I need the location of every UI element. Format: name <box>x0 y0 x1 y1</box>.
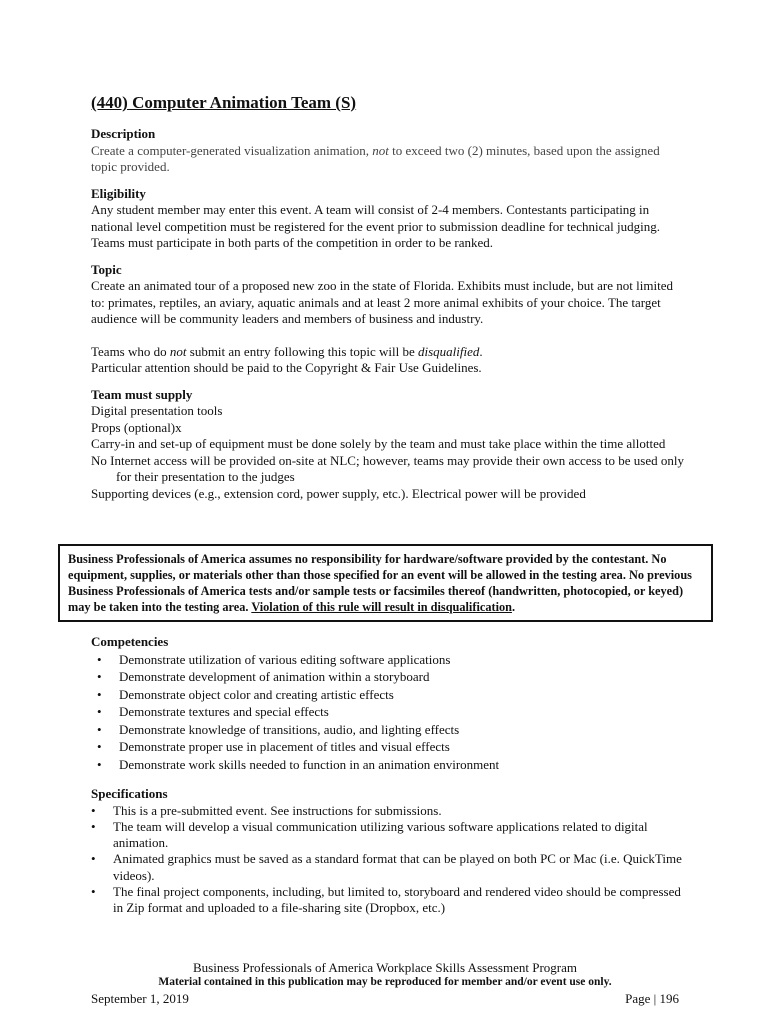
footer-date: September 1, 2019 <box>91 991 189 1006</box>
page-title: (440) Computer Animation Team (S) <box>91 93 357 112</box>
competencies-heading: Competencies <box>91 634 169 649</box>
description-text <box>91 143 687 176</box>
disclaimer-end: . <box>511 600 516 614</box>
lower-content <box>91 633 687 927</box>
supply-item: No Internet access will be provided on-site at NLC; however, teams may provide their own access to be used only for their presentation to the judges <box>91 452 684 484</box>
spacer <box>91 328 687 344</box>
disclaimer-box <box>58 544 713 622</box>
competencies-list <box>91 651 687 774</box>
topic-warning <box>91 344 687 361</box>
specifications-heading: Specifications <box>91 786 168 801</box>
list-item: • Animated graphics must be saved as a standard format that can be played on both PC or Mac (i.e. QuickTime videos). <box>91 851 687 884</box>
list-item: • Demonstrate proper use in placement of titles and visual effects <box>91 738 687 756</box>
description-emphasis: not <box>372 142 389 158</box>
competencies-section <box>91 633 687 773</box>
specifications-list <box>91 803 687 917</box>
list-item: • Demonstrate textures and special effects <box>91 703 687 721</box>
copyright-note: Particular attention should be paid to the Copyright & Fair Use Guidelines. <box>91 360 482 375</box>
list-item: • Demonstrate object color and creating artistic effects <box>91 686 687 704</box>
description-text-start: Create a computer-generated visualization animation, <box>91 142 373 158</box>
list-item: • The final project components, including, but limited to, storyboard and rendered video should be compressed in Zip format and uploaded to a file-sharing site (Dropbox, etc.) <box>91 884 687 917</box>
list-item: • The team will develop a visual communication utilizing various software applications related to digital animation. <box>91 819 687 852</box>
warning-not: not <box>169 343 187 359</box>
supply-heading: Team must supply <box>91 386 193 402</box>
list-item: • Demonstrate development of animation within a storyboard <box>91 668 687 686</box>
description-section <box>91 126 687 176</box>
footer-material-notice: Material contained in this publication may be reproduced for member and/or event use only. <box>158 976 612 988</box>
supply-item: Digital presentation tools <box>91 403 223 418</box>
supply-section <box>91 387 687 503</box>
topic-section <box>91 262 687 377</box>
topic-text: Create an animated tour of a proposed new zoo in the state of Florida. Exhibits must include, but are not limited to: primates, reptiles, an aviary, aquatic animals and at least 2 more animal exhibits of your choice. The target audience will be community leaders and members of business and industry. <box>91 278 673 326</box>
footer-program: Business Professionals of America Workplace Skills Assessment Program <box>193 960 577 975</box>
topic-heading: Topic <box>91 261 122 277</box>
supply-item: Carry-in and set-up of equipment must be done solely by the team and must take place within the time allotted <box>91 436 666 451</box>
list-item: • Demonstrate knowledge of transitions, audio, and lighting effects <box>91 721 687 739</box>
list-item: • This is a pre-submitted event. See instructions for submissions. <box>91 803 687 819</box>
warning-disqualified: disqualified <box>417 343 480 359</box>
supply-item: Supporting devices (e.g., extension cord, power supply, etc.). Electrical power will be provided <box>91 485 586 501</box>
eligibility-text: Any student member may enter this event. A team will consist of 2-4 members. Contestants participating in national level competition must be registered for the event prior to submission deadline for technical judging. Teams must participate in both parts of the competition in order to be ranked. <box>91 202 660 250</box>
disclaimer-text: Business Professionals of America assumes no responsibility for hardware/software provided by the contestant. No equipment, supplies, or materials other than those specified for an event will be allowed in the testing area. No previous Business Professionals of America tests and/or sample tests or facsimiles thereof (handwritten, photocopied, or keyed) may be taken into the testing area. <box>68 552 692 614</box>
description-heading: Description <box>91 126 156 141</box>
page-number: Page | 196 <box>625 991 679 1006</box>
eligibility-section <box>91 186 687 252</box>
list-item: • Demonstrate work skills needed to function in an animation environment <box>91 756 687 774</box>
disqualification-warning: Violation of this rule will result in disqualification <box>251 600 512 614</box>
warning-end: . <box>479 343 483 359</box>
eligibility-heading: Eligibility <box>91 185 146 201</box>
description-text-end: to exceed two (2) minutes, based upon the assigned topic provided. <box>91 142 660 174</box>
list-item: • Demonstrate utilization of various editing software applications <box>91 651 687 669</box>
warning-middle: submit an entry following this topic will be <box>186 343 418 359</box>
main-content <box>91 92 687 512</box>
warning-start: Teams who do <box>91 343 170 359</box>
specifications-section <box>91 785 687 917</box>
supply-item: Props (optional)x <box>91 419 182 435</box>
